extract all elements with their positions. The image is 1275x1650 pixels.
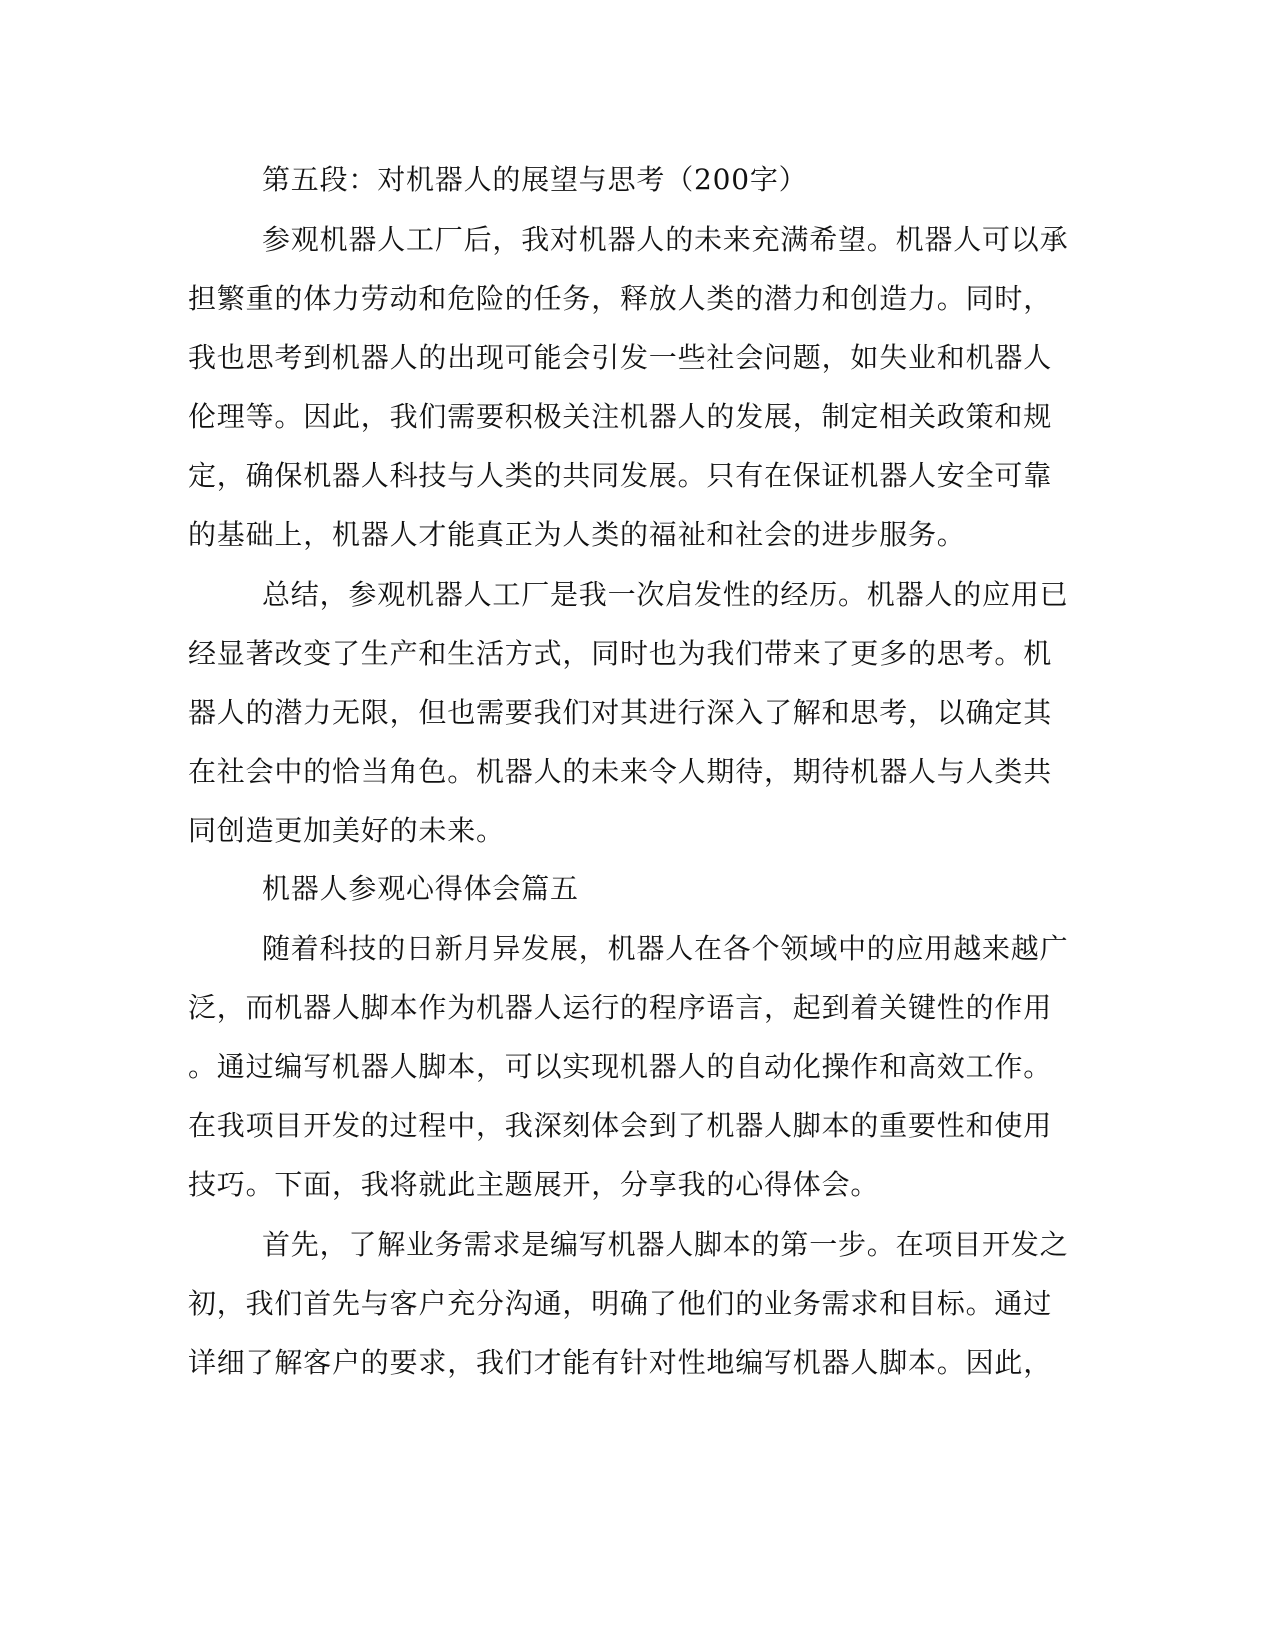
text-line: 在我项目开发的过程中，我深刻体会到了机器人脚本的重要性和使用 (188, 1109, 1053, 1142)
text-line: 随着科技的日新月异发展，机器人在各个领域中的应用越来越广 (262, 932, 1069, 965)
text-line: 详细了解客户的要求，我们才能有针对性地编写机器人脚本。因此， (188, 1346, 1053, 1379)
text-line: 伦理等。因此，我们需要积极关注机器人的发展，制定相关政策和规 (188, 400, 1053, 433)
text-line: 经显著改变了生产和生活方式，同时也为我们带来了更多的思考。机 (188, 637, 1053, 670)
text-line: 。通过编写机器人脚本，可以实现机器人的自动化操作和高效工作。 (188, 1050, 1053, 1083)
text-line: 我也思考到机器人的出现可能会引发一些社会问题，如失业和机器人 (188, 341, 1053, 374)
text-line: 在社会中的恰当角色。机器人的未来令人期待，期待机器人与人类共 (188, 755, 1053, 788)
text-line: 技巧。下面，我将就此主题展开，分享我的心得体会。 (188, 1168, 880, 1201)
text-line: 泛，而机器人脚本作为机器人运行的程序语言，起到着关键性的作用 (188, 991, 1053, 1024)
text-line: 定，确保机器人科技与人类的共同发展。只有在保证机器人安全可靠 (188, 459, 1053, 492)
text-line: 同创造更加美好的未来。 (188, 814, 505, 847)
text-line: 首先，了解业务需求是编写机器人脚本的第一步。在项目开发之 (262, 1228, 1069, 1261)
text-line: 初，我们首先与客户充分沟通，明确了他们的业务需求和目标。通过 (188, 1287, 1053, 1320)
section-heading: 第五段：对机器人的展望与思考（200字） (262, 163, 808, 196)
text-line: 的基础上，机器人才能真正为人类的福祉和社会的进步服务。 (188, 518, 966, 551)
text-line: 担繁重的体力劳动和危险的任务，释放人类的潜力和创造力。同时， (188, 282, 1053, 315)
subsection-title: 机器人参观心得体会篇五 (262, 872, 579, 905)
text-line: 总结，参观机器人工厂是我一次启发性的经历。机器人的应用已 (262, 578, 1069, 611)
text-line: 器人的潜力无限，但也需要我们对其进行深入了解和思考，以确定其 (188, 696, 1053, 729)
text-line: 参观机器人工厂后，我对机器人的未来充满希望。机器人可以承 (262, 223, 1069, 256)
